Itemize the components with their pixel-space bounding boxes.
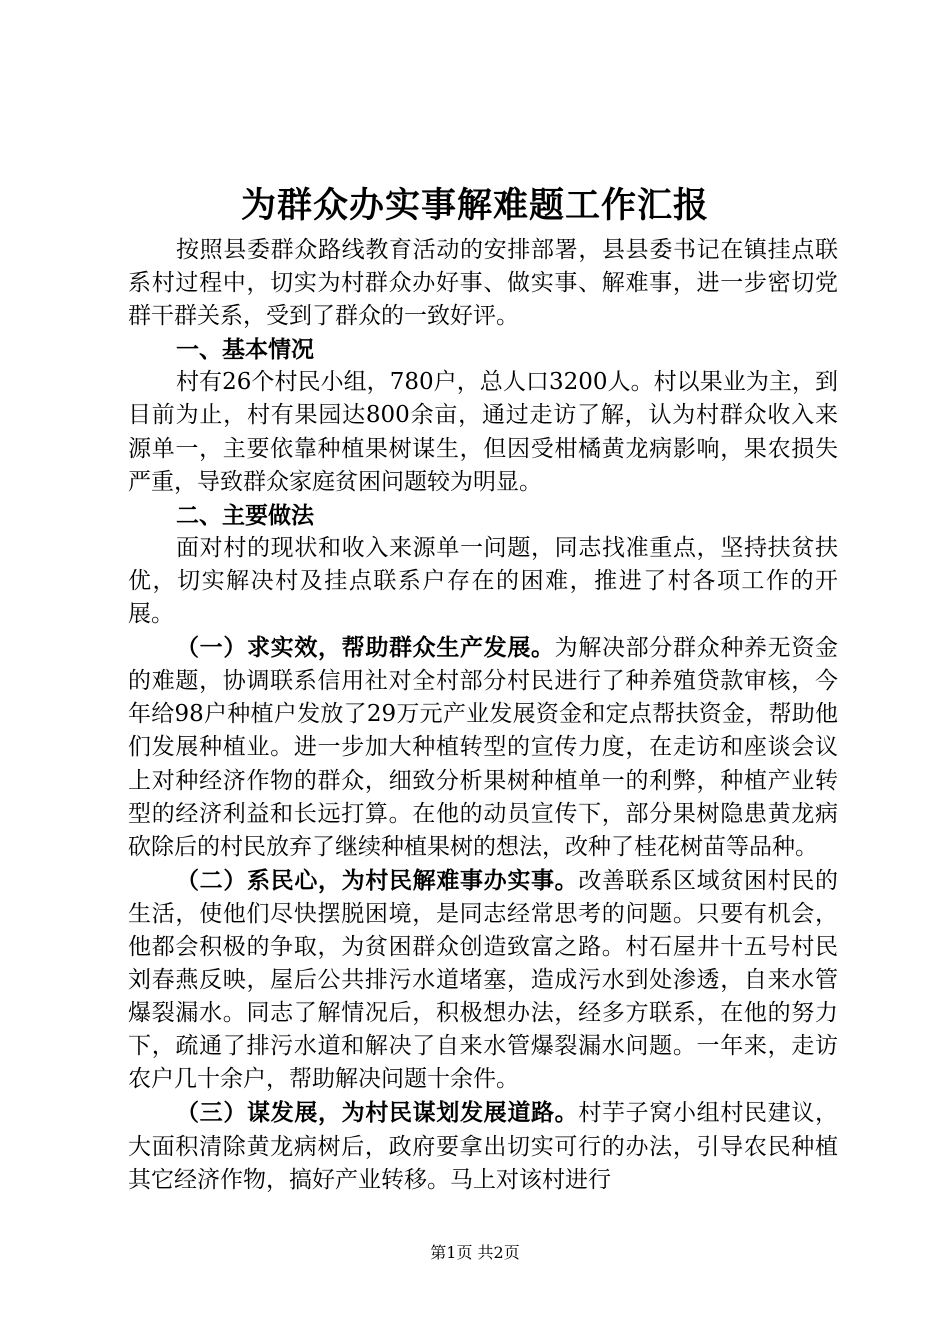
- method-paragraph-3: [128, 1096, 838, 1196]
- basic-situation-paragraph: 村有26个村民小组，780户，总人口3200人。村以果业为主，到目前为止，村有果园达800余亩，通过走访了解，认为村群众收入来源单一，主要依靠种植果树谋生，但因受柑橘黄龙病影响，果农损失严重，导致群众家庭贫困问题较为明显。: [128, 369, 838, 495]
- method-paragraph-1: [128, 631, 838, 864]
- document-body: [128, 234, 838, 1197]
- method-text-1: 为解决部分群众种养无资金的难题，协调联系信用社对全村部分村民进行了种养殖贷款审核，今年给98户种植户发放了29万元产业发展资金和定点帮扶资金，帮助他们发展种植业。进一步加大种植转型的宣传力度，在走访和座谈会议上对种经济作物的群众，细致分析果树种植单一的利弊，种植产业转型的经济利益和长远打算。在他的动员宣传下，部分果树隐患黄龙病砍除后的村民放弃了继续种植果树的想法，改种了桂花树苗等品种。: [128, 635, 839, 860]
- method-text-3: 村芋子窝小组村民建议，大面积清除黄龙病树后，政府要拿出切实可行的办法，引导农民种植其它经济作物，搞好产业转移。马上对该村进行: [128, 1100, 839, 1193]
- method-text-2: 改善联系区域贫困村民的生活，使他们尽快摆脱困境，是同志经常思考的问题。只要有机会，他都会积极的争取，为贫困群众创造致富之路。村石屋井十五号村民刘春燕反映，屋后公共排污水道堵塞，造成污水到处渗透，自来水管爆裂漏水。同志了解情况后，积极想办法，经多方联系，在他的努力下，疏通了排污水道和解决了自来水管爆裂漏水问题。一年来，走访农户几十余户，帮助解决问题十余件。: [128, 867, 839, 1093]
- method-lead-2: （二）系民心，为村民解难事办实事。: [176, 866, 579, 894]
- intro-paragraph: 按照县委群众路线教育活动的安排部署，县县委书记在镇挂点联系村过程中，切实为村群众办好事、做实事、解难事，进一步密切党群干群关系，受到了群众的一致好评。: [128, 237, 838, 330]
- method-lead-1: （一）求实效，帮助群众生产发展。: [176, 634, 555, 662]
- document-title: 为群众办实事解难题工作汇报: [240, 185, 709, 226]
- page-footer: 第1页 共2页: [430, 1243, 520, 1262]
- method-lead-3: （三）谋发展，为村民谋划发展道路。: [176, 1099, 579, 1127]
- section-heading-basic: 一、基本情况: [176, 336, 314, 364]
- method-paragraph-2: [128, 864, 838, 1097]
- section-heading-methods: 二、主要做法: [176, 501, 314, 529]
- methods-intro-paragraph: 面对村的现状和收入来源单一问题，同志找准重点，坚持扶贫扶优，切实解决村及挂点联系户存在的困难，推进了村各项工作的开展。: [128, 534, 838, 628]
